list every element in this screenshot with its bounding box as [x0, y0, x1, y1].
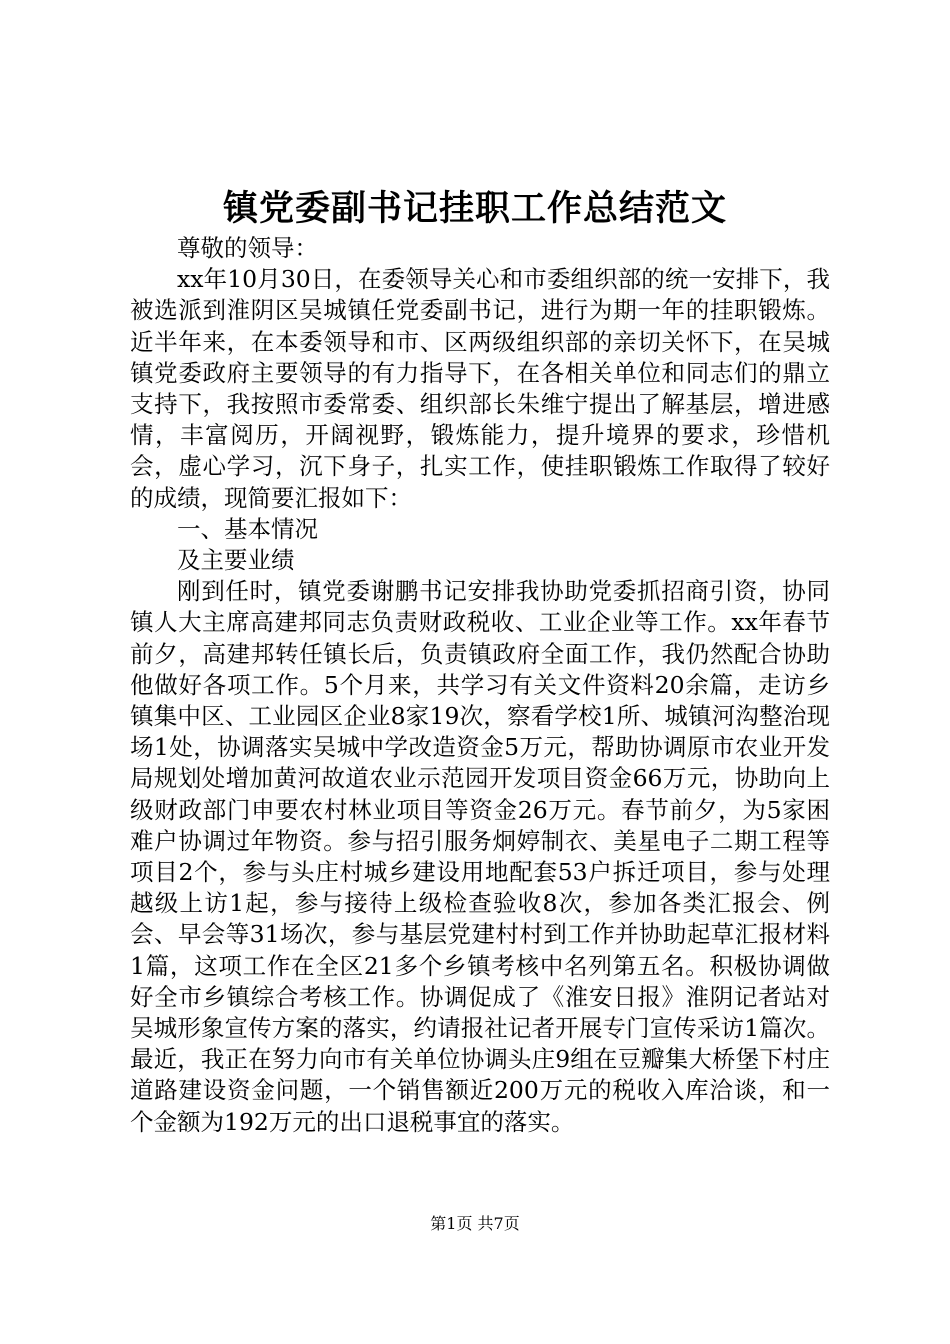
document-title: 镇党委副书记挂职工作总结范文: [222, 188, 727, 229]
section-heading-continued: 及主要业绩: [177, 546, 295, 575]
document-body: [130, 233, 830, 1138]
body-paragraph: xx年10月30日，在委领导关心和市委组织部的统一安排下，我被选派到淮阴区吴城镇任党委副书记，进行为期一年的挂职锻炼。近半年来，在本委领导和市、区两级组织部的亲切关怀下，在吴城镇党委政府主要领导的有力指导下，在各相关单位和同志们的鼎立支持下，我按照市委常委、组织部长朱维宁提出了解基层，增进感情，丰富阅历，开阔视野，锻炼能力，提升境界的要求，珍惜机会，虚心学习，沉下身子，扎实工作，使挂职锻炼工作取得了较好的成绩，现简要汇报如下：: [130, 265, 830, 512]
section-heading: 一、基本情况: [177, 514, 318, 543]
page-number-footer: 第1页 共7页: [430, 1214, 520, 1233]
body-paragraph: 刚到任时，镇党委谢鹏书记安排我协助党委抓招商引资，协同镇人大主席高建邦同志负责财政税收、工业企业等工作。xx年春节前夕，高建邦转任镇长后，负责镇政府全面工作，我仍然配合协助他做好各项工作。5个月来，共学习有关文件资料20余篇，走访乡镇集中区、工业园区企业8家19次，察看学校1所、城镇河沟整治现场1处，协调落实吴城中学改造资金5万元，帮助协调原市农业开发局规划处增加黄河故道农业示范园开发项目资金66万元，协助向上级财政部门申要农村林业项目等资金26万元。春节前夕，为5家困难户协调过年物资。参与招引服务炯婷制衣、美星电子二期工程等项目2个，参与头庄村城乡建设用地配套53户拆迁项目，参与处理越级上访1起，参与接待上级检查验收8次，参加各类汇报会、例会、早会等31场次，参与基层党建村村到工作并协助起草汇报材料1篇，这项工作在全区21多个乡镇考核中名列第五名。积极协调做好全市乡镇综合考核工作。协调促成了《淮安日报》淮阴记者站对吴城形象宣传方案的落实，约请报社记者开展专门宣传采访1篇次。最近，我正在努力向市有关单位协调头庄9组在豆瓣集大桥堡下村庄道路建设资金问题，一个销售额近200万元的税收入库洽谈，和一个金额为192万元的出口退税事宜的落实。: [130, 577, 830, 1136]
salutation: 尊敬的领导：: [177, 234, 318, 262]
